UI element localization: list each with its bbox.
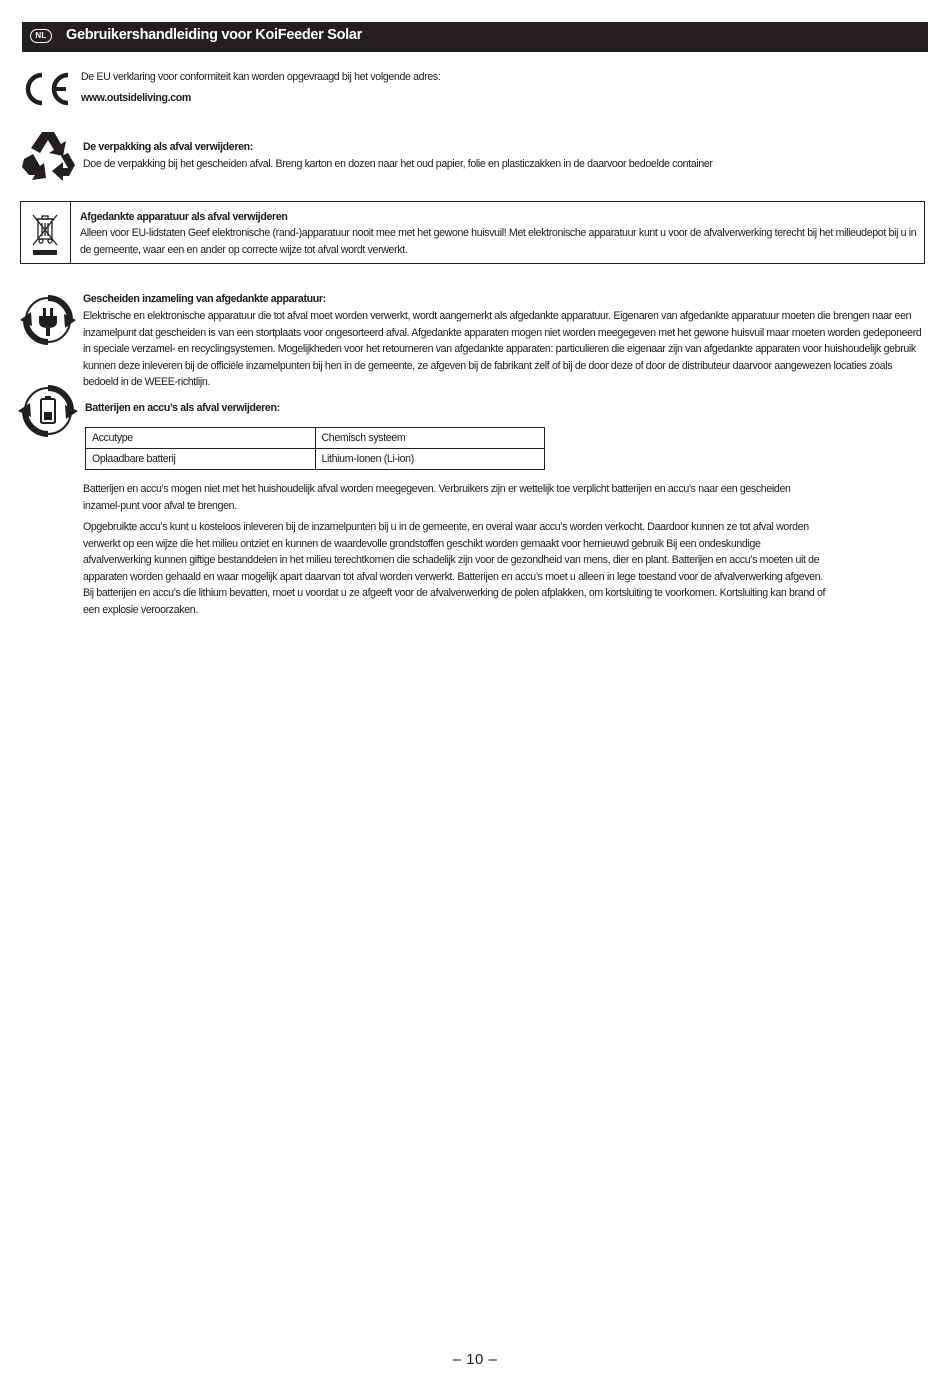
collection-text: Elektrische en elektronische apparatuur die tot afval moet worden verwerkt, wordt aangemerkt als afgedankte apparatuur. Eigenaren van afgedankte apparatuur moeten die brengen naar een inzamelpunt dat gescheiden is van een stortplaats voor ongesorteerd afval. Afgedankte apparaten mogen niet worden meegegeven met het gewone huisvuil maar moeten worden gedeponeerd in speciale verzamel- en recyclingsystemen. Mogelijkheden voor het retourneren van afgedankte apparaten: particulieren die eigenaar zijn van afgedankte apparaten voor huishoudelijk gebruik kunnen deze inleveren bij de officiële inzamelpunten bij hen in de gemeente, ze afgeven bij de fabrikant zelf of bij de door deze of door de distributeur daarvoor aangewezen locaties zoals bedoeld in de WEEE-richtlijn. bbox=[83, 310, 922, 388]
language-badge: NL bbox=[30, 29, 52, 43]
ce-mark-icon bbox=[20, 72, 72, 106]
table-row bbox=[86, 449, 545, 470]
page-number: – 10 – bbox=[452, 1351, 498, 1368]
table-row bbox=[86, 428, 545, 449]
packaging-text: Doe de verpakking bij het gescheiden afval. Breng karton en dozen naar het oud papier, folie en plasticzakken in de daarvoor bedoelde container bbox=[83, 158, 713, 170]
collection-title: Gescheiden inzameling van afgedankte apparatuur: bbox=[83, 293, 326, 305]
table-cell: Oplaadbare batterij bbox=[86, 449, 316, 470]
recycle-icon bbox=[20, 129, 78, 185]
packaging-title: De verpakking als afval verwijderen: bbox=[83, 141, 253, 153]
batteries-paragraph-1: Batterijen en accu’s mogen niet met het huishoudelijk afval worden meegegeven. Verbruikers zijn er wettelijk toe verplicht batterijen en accu’s naar een gescheiden inzamel-punt voor afval te brengen. bbox=[83, 483, 791, 512]
header-bar bbox=[22, 22, 928, 52]
page-title: Gebruikershandleiding voor KoiFeeder Solar bbox=[66, 27, 362, 43]
batteries-title: Batterijen en accu’s als afval verwijderen: bbox=[85, 402, 280, 414]
crossed-bin-icon bbox=[30, 212, 60, 256]
battery-type-table bbox=[85, 427, 545, 470]
weee-text: Alleen voor EU-lidstaten Geef elektronische (rand-)apparatuur nooit mee met het gewone huisvuil! Met elektronische apparatuur kunt u voor de afvalverwerking terecht bij het milieudepot bij u in de gemeente, waar een en ander op correcte wijze tot afval wordt verwerkt. bbox=[80, 227, 917, 256]
weee-notice-box bbox=[20, 201, 925, 264]
table-cell: Lithium-Ionen (Li-ion) bbox=[315, 449, 545, 470]
box-divider bbox=[70, 202, 71, 263]
ce-declaration-text: De EU verklaring voor conformiteit kan worden opgevraagd bij het volgende adres: bbox=[81, 71, 441, 83]
plug-recycle-icon bbox=[20, 292, 76, 348]
weee-title: Afgedankte apparatuur als afval verwijderen bbox=[80, 211, 288, 223]
table-cell: Accutype bbox=[86, 428, 316, 449]
battery-recycle-icon bbox=[18, 382, 78, 440]
table-cell: Chemisch systeem bbox=[315, 428, 545, 449]
batteries-paragraph-2: Opgebruikte accu’s kunt u kosteloos inleveren bij de inzamelpunten bij u in de gemeente, en overal waar accu’s worden verkocht. Daardoor kunnen ze tot afval worden verwerkt op een wijze die het milieu ontziet en kunnen de waardevolle grondstoffen geschikt worden gemaakt voor hernieuwd gebruik Bij een ondeskundige afvalverwerking kunnen giftige bestanddelen in het milieu terechtkomen die schadelijk zijn voor de gezondheid van mens, dier en plant. Batterijen en accu’s moeten uit de apparaten worden gehaald en waar mogelijk apart daarvan tot afval worden verwerkt. Batterijen en accu’s moet u alleen in lege toestand voor de afvalverwerking afgeven. Bij batterijen en accu’s die lithium bevatten, moet u voordat u ze afgeeft voor de afvalverwerking de polen afplakken, om kortsluiting te voorkomen. Kortsluiting kan brand of een explosie veroorzaken. bbox=[83, 521, 826, 616]
website-link[interactable]: www.outsideliving.com bbox=[81, 92, 191, 104]
